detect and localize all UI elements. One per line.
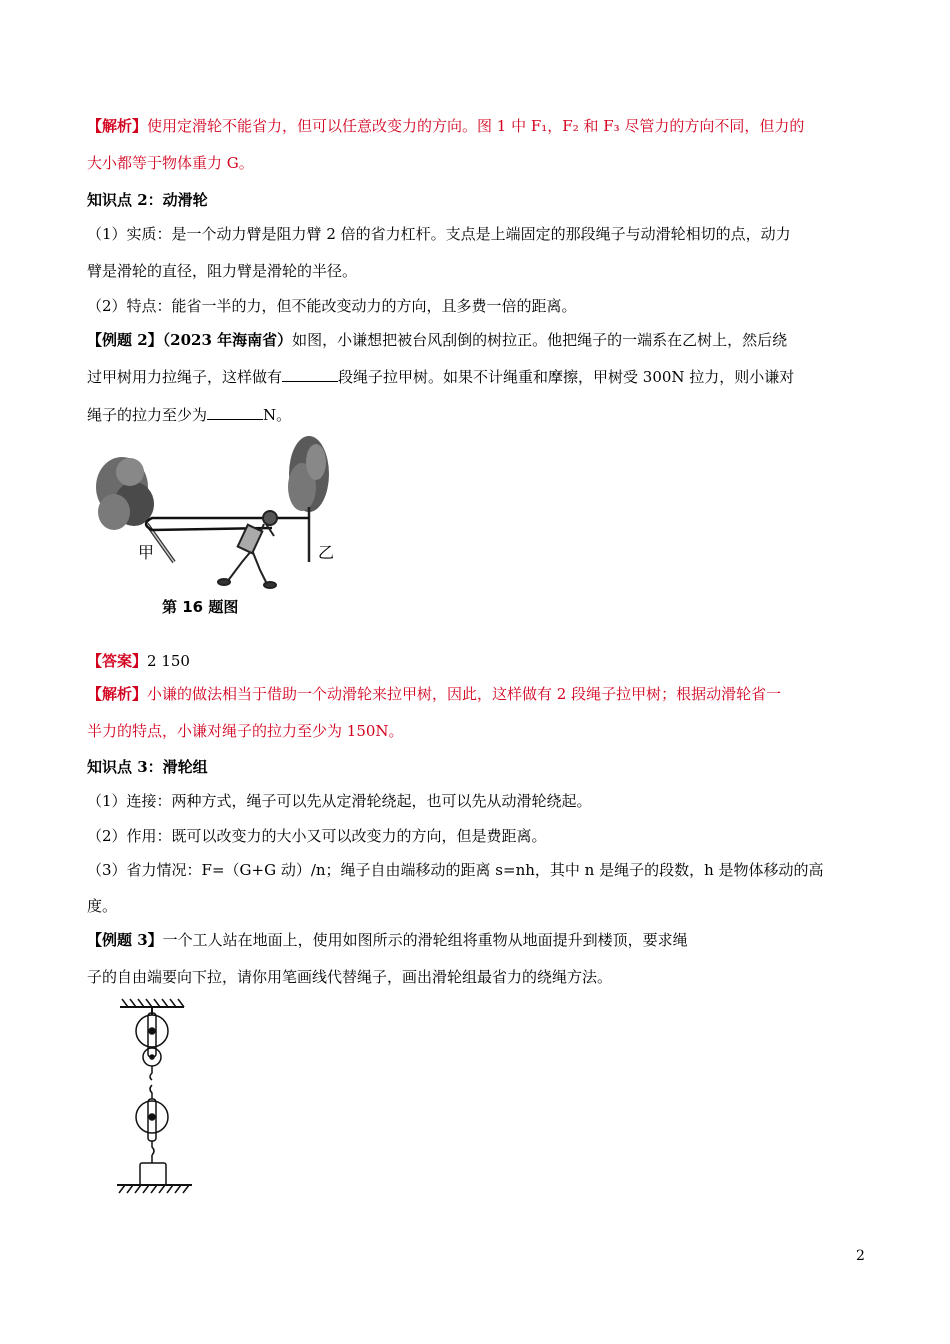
tree-figure-svg [92, 432, 335, 617]
analysis1-line1: 【解析】使用定滑轮不能省力，但可以任意改变力的方向。图 1 中 F₁，F₂ 和 F₃ 尽管力的方向不同，但力的 [87, 117, 805, 135]
example2-line2: 过甲树用力拉绳子，这样做有 段绳子拉甲树。如果不计绳重和摩擦，甲树受 300N 拉力，则小谦对 [87, 368, 795, 386]
kp2-title: 知识点 2：动滑轮 [87, 191, 208, 209]
example3-line1: 【例题 3】一个工人站在地面上，使用如图所示的滑轮组将重物从地面提升到楼顶，要求绳 [87, 931, 688, 949]
example3-tag: 【例题 3】 [87, 931, 163, 949]
analysis-tag: 【解析】 [87, 117, 148, 135]
answer-tag: 【答案】 [87, 652, 148, 670]
pulley-figure [112, 995, 202, 1215]
answer2 [87, 651, 190, 671]
kp3-title: 知识点 3：滑轮组 [87, 758, 208, 776]
weight [140, 1155, 166, 1185]
left-tree [96, 457, 174, 562]
figure-caption: 第 16 题图 [162, 598, 239, 616]
label-yi: 乙 [318, 543, 335, 562]
example3-line2: 子的自由端要向下拉，请你用笔画线代替绳子，画出滑轮组最省力的绕绳方法。 [87, 968, 613, 986]
ground [117, 1185, 192, 1193]
analysis1-line2: 大小都等于物体重力 G。 [87, 154, 254, 172]
pulley-svg [112, 995, 202, 1215]
tree-pull-figure [92, 432, 335, 617]
answer-blank-2 [207, 405, 263, 420]
analysis2-line2: 半力的特点，小谦对绳子的拉力至少为 150N。 [87, 722, 404, 740]
rope [146, 518, 309, 530]
kp3-p3-line1: （3）省力情况：F=（G+G 动）/n；绳子自由端移动的距离 s=nh，其中 n 是绳子的段数，h 是物体移动的高 [87, 861, 824, 879]
page-number: 2 [856, 1248, 865, 1264]
kp2-p1-line2: 臂是滑轮的直径，阻力臂是滑轮的半径。 [87, 262, 358, 280]
kp3-p2: （2）作用：既可以改变力的大小又可以改变力的方向，但是费距离。 [87, 827, 547, 845]
kp3-p1: （1）连接：两种方式，绳子可以先从定滑轮绕起，也可以先从动滑轮绕起。 [87, 792, 592, 810]
analysis2-tag: 【解析】 [87, 685, 148, 703]
kp2-p2: （2）特点：能省一半的力，但不能改变动力的方向，且多费一倍的距离。 [87, 297, 577, 315]
answer-value: 2 150 [147, 652, 190, 670]
example2-line3: 绳子的拉力至少为 N。 [87, 406, 292, 424]
kp3-p3-line2: 度。 [87, 897, 118, 915]
example2-tag: 【例题 2】（2023 年海南省） [87, 331, 293, 349]
movable-pulley [136, 1085, 168, 1155]
fixed-pulley [136, 1007, 168, 1080]
answer-blank-1 [282, 367, 338, 382]
analysis2-line1: 【解析】小谦的做法相当于借助一个动滑轮来拉甲树，因此，这样做有 2 段绳子拉甲树；根据动滑轮省一 [87, 685, 782, 703]
ceiling [120, 999, 184, 1007]
label-jia: 甲 [138, 543, 155, 562]
example2-line1: 【例题 2】（2023 年海南省）如图，小谦想把被台风刮倒的树拉正。他把绳子的一端系在乙树上，然后绕 [87, 331, 788, 349]
kp2-p1-line1: （1）实质：是一个动力臂是阻力臂 2 倍的省力杠杆。支点是上端固定的那段绳子与动滑轮相切的点，动力 [87, 225, 791, 243]
person [218, 511, 277, 588]
